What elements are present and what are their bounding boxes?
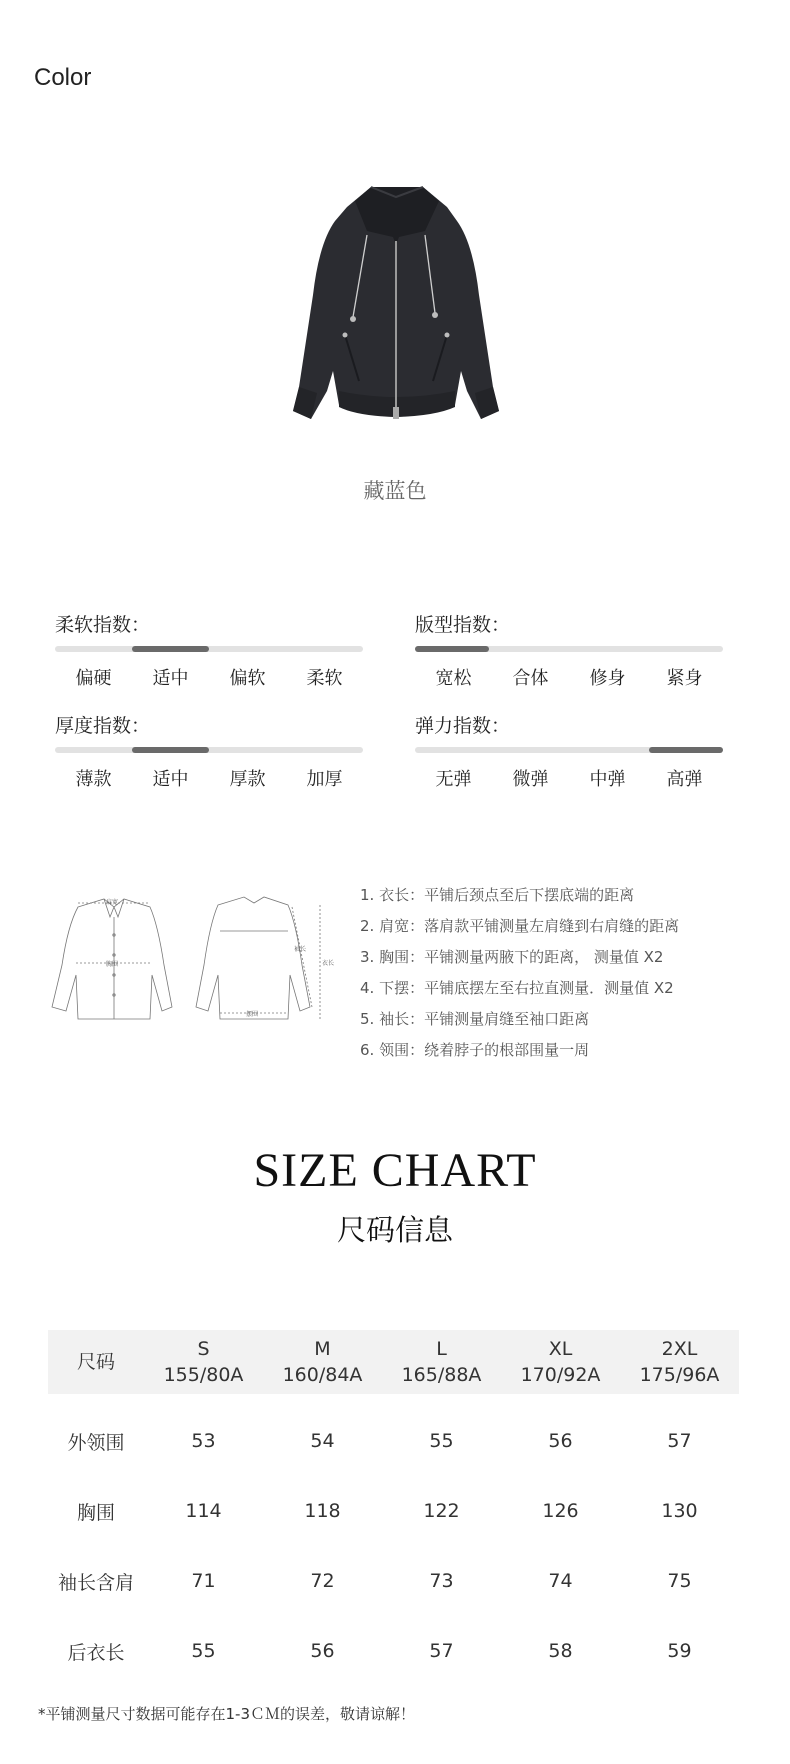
table-cell: 74 — [548, 1570, 573, 1592]
table-cell: 58 — [548, 1640, 573, 1662]
table-row — [48, 1616, 739, 1686]
table-cell: 57 — [667, 1430, 692, 1452]
thickness-index — [55, 713, 363, 791]
color-name-navy[interactable]: 藏蓝色 — [363, 479, 427, 503]
table-cell: 56 — [548, 1430, 573, 1452]
measurement-note: 1. 衣长：平铺后颈点至后下摆底端的距离 — [360, 886, 635, 904]
table-row — [48, 1394, 739, 1476]
row-label: 胸围 — [76, 1501, 115, 1524]
elasticity-index-fill — [649, 747, 723, 753]
elasticity-option: 高弹 — [666, 769, 703, 790]
measurement-note: 4. 下摆：平铺底摆左至右拉直测量．测量值 X2 — [360, 979, 674, 997]
elasticity-option: 无弹 — [435, 769, 472, 790]
thickness-index-fill — [132, 747, 209, 753]
table-cell: 53 — [191, 1430, 216, 1452]
measurement-disclaimer: *平铺测量尺寸数据可能存在1-3ＣＭ的误差，敬请谅解！ — [38, 1705, 416, 1723]
fit-index — [415, 612, 723, 690]
size-header-m — [263, 1330, 382, 1394]
softness-index-label: 柔软指数： — [55, 614, 151, 636]
fit-index-fill — [415, 646, 489, 652]
table-cell: 59 — [667, 1640, 692, 1662]
diagram-label-hem: 摆围 — [246, 1011, 259, 1018]
measurement-notes — [360, 880, 679, 1066]
elasticity-option: 微弹 — [512, 769, 549, 790]
softness-index-fill — [132, 646, 209, 652]
fit-option: 修身 — [589, 668, 626, 689]
table-cell: 71 — [191, 1570, 216, 1592]
size-header-label: 尺码 — [76, 1351, 115, 1373]
size-code: 170/92A — [520, 1364, 601, 1386]
table-cell: 122 — [423, 1500, 460, 1522]
softness-index — [55, 612, 363, 690]
fit-option: 宽松 — [435, 668, 472, 689]
measurement-note: 3. 胸围：平铺测量两腋下的距离， 测量值 X2 — [360, 948, 664, 966]
table-cell: 75 — [667, 1570, 692, 1592]
table-cell: 72 — [310, 1570, 335, 1592]
table-cell: 54 — [310, 1430, 335, 1452]
elasticity-index-bar — [415, 747, 723, 753]
diagram-label-shoulder: 肩宽 — [106, 899, 119, 906]
size-code: 155/80A — [163, 1364, 244, 1386]
softness-option: 适中 — [152, 668, 189, 689]
size-code: 160/84A — [282, 1364, 363, 1386]
size-header-xl — [501, 1330, 620, 1394]
size-name: XL — [548, 1338, 573, 1360]
measurement-note: 5. 袖长：平铺测量肩缝至袖口距离 — [360, 1010, 590, 1028]
table-cell: 56 — [310, 1640, 335, 1662]
thickness-option: 薄款 — [75, 769, 112, 790]
size-name: 2XL — [661, 1338, 698, 1360]
size-chart-title: SIZE CHART — [253, 1144, 537, 1197]
softness-option: 柔软 — [306, 668, 343, 689]
size-table-header-row — [48, 1330, 739, 1394]
table-cell: 118 — [304, 1500, 341, 1522]
softness-option: 偏硬 — [75, 668, 112, 689]
table-cell: 126 — [542, 1500, 579, 1522]
thickness-option: 厚款 — [229, 769, 266, 790]
elasticity-index — [415, 713, 723, 791]
jacket-product-image — [285, 185, 507, 445]
table-cell: 55 — [429, 1430, 454, 1452]
table-row — [48, 1476, 739, 1546]
elasticity-index-label: 弹力指数： — [415, 715, 511, 737]
measurement-note: 6. 领围：绕着脖子的根部围量一周 — [360, 1041, 590, 1059]
table-cell: 57 — [429, 1640, 454, 1662]
fit-option: 紧身 — [666, 668, 703, 689]
measurement-note: 2. 肩宽：落肩款平铺测量左肩缝到右肩缝的距离 — [360, 917, 680, 935]
size-name: M — [314, 1338, 331, 1360]
table-cell: 130 — [661, 1500, 698, 1522]
size-header-l — [382, 1330, 501, 1394]
fit-index-bar — [415, 646, 723, 652]
softness-index-bar — [55, 646, 363, 652]
table-row — [48, 1546, 739, 1616]
elasticity-option: 中弹 — [589, 769, 626, 790]
thickness-index-bar — [55, 747, 363, 753]
row-label: 外领围 — [67, 1431, 125, 1454]
size-code: 165/88A — [401, 1364, 482, 1386]
size-header-2xl — [620, 1330, 739, 1394]
diagram-label-chest: 胸围 — [106, 961, 119, 968]
softness-option: 偏软 — [229, 668, 266, 689]
thickness-option: 适中 — [152, 769, 189, 790]
fit-option: 合体 — [512, 668, 549, 689]
size-name: S — [197, 1338, 210, 1360]
measurement-diagram — [48, 895, 335, 1030]
size-chart-subtitle: 尺码信息 — [336, 1213, 453, 1247]
row-label: 袖长含肩 — [57, 1571, 134, 1594]
size-name: L — [436, 1338, 447, 1360]
row-label: 后衣长 — [67, 1641, 125, 1664]
size-header-s — [144, 1330, 263, 1394]
fit-index-label: 版型指数： — [415, 614, 511, 636]
thickness-option: 加厚 — [306, 769, 343, 790]
diagram-label-sleeve: 袖长 — [294, 946, 307, 953]
table-cell: 55 — [191, 1640, 216, 1662]
diagram-label-length: 衣长 — [322, 960, 335, 967]
table-cell: 73 — [429, 1570, 454, 1592]
table-cell: 114 — [185, 1500, 222, 1522]
size-table — [48, 1330, 739, 1686]
size-code: 175/96A — [639, 1364, 720, 1386]
color-title: Color — [34, 64, 92, 91]
thickness-index-label: 厚度指数： — [55, 715, 151, 737]
